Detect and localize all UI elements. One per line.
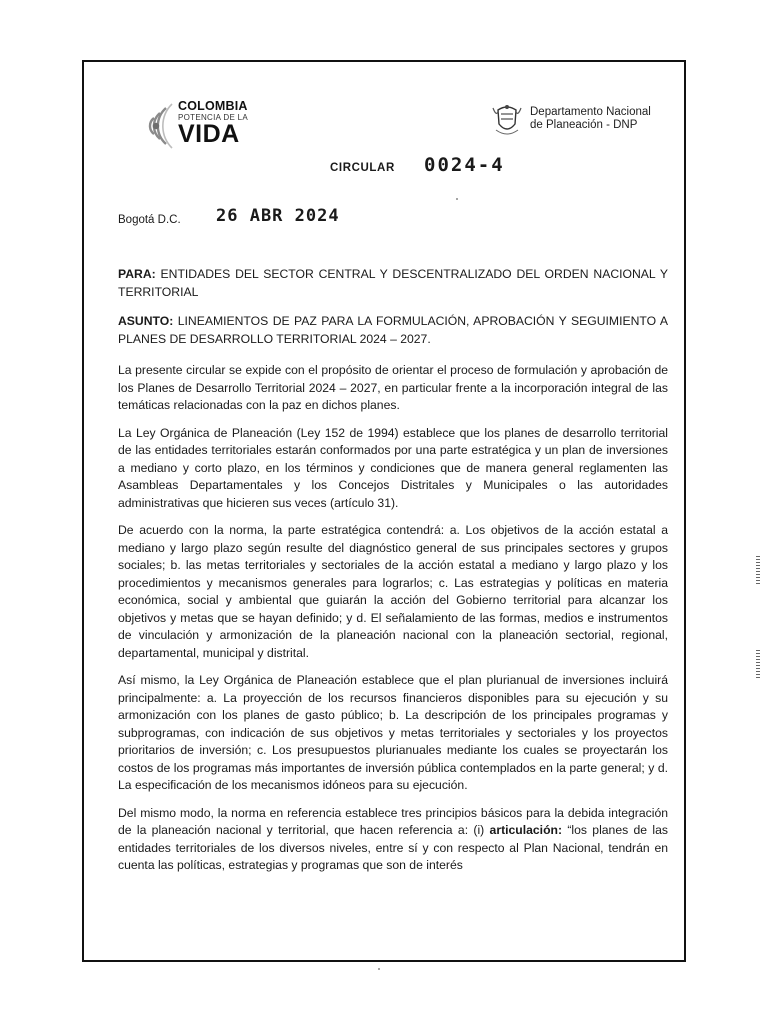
dnp-logo [490, 102, 670, 142]
coat-of-arms-icon [490, 102, 524, 138]
dnp-name [530, 106, 651, 132]
para-label: PARA: [118, 267, 156, 281]
document-body [118, 266, 668, 885]
paragraph-5-bold-term: articulación: [489, 823, 563, 837]
logo-potencia-de-la: POTENCIA DE LA [178, 113, 248, 122]
circular-label: CIRCULAR [330, 162, 395, 174]
paragraph-4: Así mismo, la Ley Orgánica de Planeación establece que el plan plurianual de inversiones incluirá principalmente: a. La proyección de los recursos financieros disponibles para su ejecución y su armonización con los planes de gasto público; b. La descripción de los principales programas y subprogramas, con indicación de sus objetivos y metas territoriales y sectoriales y los proyectos prioritarios de inversión; c. Los presupuestos plurianuales mediante los cuales se proyectarán los costos de los programas más importantes de inversión pública contemplados en la parte general; y d. La especificación de los mecanismos idóneos para su ejecución. [118, 673, 668, 792]
scan-speck [378, 968, 380, 970]
asunto-label: ASUNTO: [118, 314, 174, 328]
date-stamp: 26 ABR 2024 [216, 206, 340, 226]
circular-number-stamp: 0024-4 [424, 154, 505, 176]
paragraph-2: La Ley Orgánica de Planeación (Ley 152 de 1994) establece que los planes de desarrollo territorial de las entidades territoriales estarán conformados por una parte estratégica y un plan de inversiones a mediano y corto plazo, en los términos y condiciones que de manera general reglamenten las Asambleas Departamentales y los Concejos Distritales y Municipales o las autoridades administrativas que hicieren sus veces (artículo 31). [118, 425, 668, 510]
colombia-potencia-de-la-vida-logo [122, 100, 262, 154]
para-text: ENTIDADES DEL SECTOR CENTRAL Y DESCENTRALIZADO DEL ORDEN NACIONAL Y TERRITORIAL [118, 267, 668, 299]
scan-speck [456, 198, 458, 200]
scan-edge-mark [756, 650, 760, 680]
paragraph-5 [118, 805, 668, 875]
logo-wordmark [178, 100, 248, 146]
dnp-line-1: Departamento Nacional [530, 106, 651, 118]
asunto-text: LINEAMIENTOS DE PAZ PARA LA FORMULACIÓN, APROBACIÓN Y SEGUIMIENTO A PLANES DE DESARROLLO TERRITORIAL 2024 – 2027. [118, 314, 668, 346]
paragraph-5-start: Del mismo modo, la norma en referencia establece tres principios básicos para la debida integración de la planeación nacional y territorial, que hacen referencia a: (i) [118, 805, 668, 837]
logo-vida: VIDA [178, 120, 240, 148]
para-recipients [118, 266, 668, 301]
dnp-line-2: de Planeación - DNP [530, 119, 638, 131]
paragraph-5-end: “los planes de las entidades territoriales de los diversos niveles, entre sí y con respecto al Plan Nacional, tendrán en cuenta las políticas, estrategias y programas que son de interés [118, 823, 668, 872]
date-line [118, 206, 418, 232]
document-page [82, 60, 686, 962]
sound-waves-icon [122, 102, 174, 150]
asunto-subject [118, 313, 668, 348]
logo-colombia: COLOMBIA [178, 99, 248, 113]
paragraph-3: De acuerdo con la norma, la parte estratégica contendrá: a. Los objetivos de la acción estatal a mediano y largo plazo según resulte del diagnóstico general de sus principales sectores y grupos sociales; b. las metas territoriales y sectoriales de la acción estatal a mediano y largo plazo y los procedimientos y mecanismos generales para lograrlos; c. Las estrategias y políticas en materia económica, social y ambiental que guiarán la acción del Gobierno territorial para alcanzar los objetivos y metas que se hayan definido; y d. El señalamiento de las formas, medios e instrumentos de vinculación y armonización de la planeación nacional con la planeación sectorial, regional, departamental, municipal y distrital. [118, 523, 668, 660]
paragraph-1: La presente circular se expide con el propósito de orientar el proceso de formulación y aprobación de los Planes de Desarrollo Territorial 2024 – 2027, en particular frente a la incorporación integral de las temáticas relacionadas con la paz en dichos planes. [118, 363, 668, 412]
scan-edge-mark [756, 556, 760, 586]
date-city: Bogotá D.C. [118, 214, 181, 226]
